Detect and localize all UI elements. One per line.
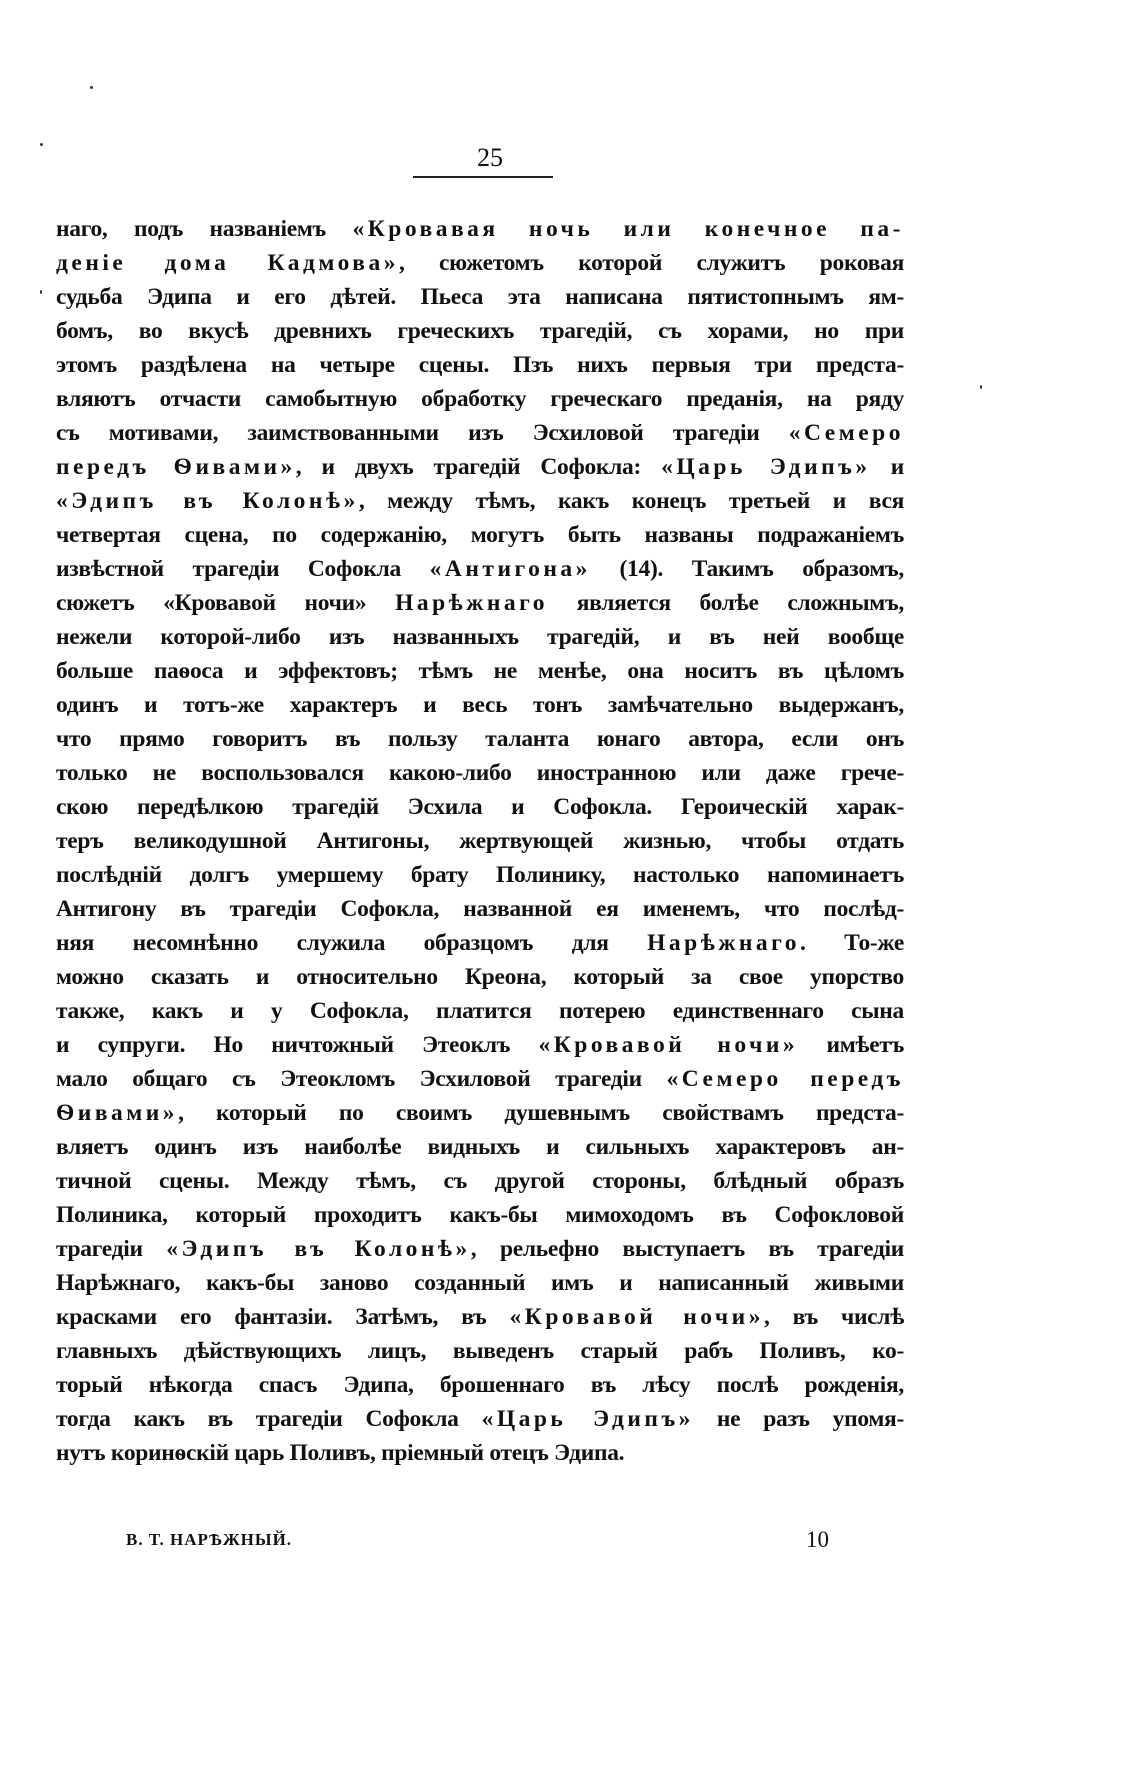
spaced-emphasis: передъ Ѳивами» xyxy=(56,454,296,480)
text-line xyxy=(56,348,904,382)
text-line xyxy=(56,382,904,416)
text-line xyxy=(56,416,904,450)
text-line xyxy=(56,960,904,994)
text-run: является болѣе сложнымъ, xyxy=(547,590,904,616)
text-run: можно сказать и относительно Креона, который за свое упорство xyxy=(56,964,904,990)
text-run: Нарѣжнаго, какъ-бы заново созданный имъ и написанный живыми xyxy=(56,1270,904,1296)
text-run: няя несомнѣнно служила образцомъ для xyxy=(56,930,648,956)
text-run: наго, подъ названіемъ xyxy=(56,216,353,242)
text-line xyxy=(56,654,904,688)
text-run: судьба Эдипа и его дѣтей. Пьеса эта написана пятистопнымъ ям- xyxy=(56,284,904,310)
text-run: , который по своимъ душевнымъ свойствамъ предста- xyxy=(178,1100,904,1126)
text-run: тичной сцены. Между тѣмъ, съ другой стороны, блѣдный образъ xyxy=(56,1168,904,1194)
text-line xyxy=(56,756,904,790)
text-run: вляетъ одинъ изъ наиболѣе видныхъ и сильныхъ характеровъ ан- xyxy=(56,1134,904,1160)
text-run: мало общаго съ Этеокломъ Эсхиловой трагедіи xyxy=(56,1066,667,1092)
sheet-number: 10 xyxy=(806,1527,829,1552)
text-line xyxy=(56,1198,904,1232)
text-run: скою передѣлкою трагедій Эсхила и Софокла. Героическій харак- xyxy=(56,794,904,820)
text-line xyxy=(56,552,904,586)
text-run: главныхъ дѣйствующихъ лицъ, выведенъ старый рабъ Поливъ, ко- xyxy=(56,1338,904,1364)
text-run: только не воспользовался какою-либо иностранною или даже грече- xyxy=(56,760,904,786)
text-run: и супруги. Но ничтожный Этеоклъ xyxy=(56,1032,539,1058)
text-line xyxy=(56,994,904,1028)
text-run: теръ великодушной Антигоны, жертвующей жизнью, чтобы отдать xyxy=(56,828,904,854)
text-line xyxy=(56,1028,904,1062)
text-run: послѣдній долгъ умершему брату Полинику, настолько напоминаетъ xyxy=(56,862,904,888)
text-line xyxy=(56,688,904,722)
text-line xyxy=(56,1164,904,1198)
text-run: больше паѳоса и эффектовъ; тѣмъ не менѣе, она носитъ въ цѣломъ xyxy=(56,658,904,684)
text-run: одинъ и тотъ-же характеръ и весь тонъ замѣчательно выдержанъ, xyxy=(56,692,904,718)
text-run: что прямо говоритъ въ пользу таланта юнаго автора, если онъ xyxy=(56,726,904,752)
text-run: этомъ раздѣлена на четыре сцены. Пзъ нихъ первыя три предста- xyxy=(56,352,904,378)
header-rule xyxy=(413,176,553,178)
text-line xyxy=(56,824,904,858)
spaced-emphasis: «Кровавой ночи» xyxy=(509,1304,764,1330)
spaced-emphasis: «Царь Эдипъ» xyxy=(481,1406,694,1432)
text-run: не разъ упомя- xyxy=(693,1406,904,1432)
body-text xyxy=(56,212,904,1470)
text-run: имѣетъ xyxy=(798,1032,904,1058)
text-line xyxy=(56,620,904,654)
text-run: нежели которой-либо изъ названныхъ трагедій, и въ ней вообще xyxy=(56,624,904,650)
text-line xyxy=(56,926,904,960)
text-line xyxy=(56,518,904,552)
page-number: 25 xyxy=(477,143,503,172)
page-footer xyxy=(56,1525,904,1555)
spaced-emphasis: Нарѣжнаго xyxy=(395,590,548,616)
text-line xyxy=(56,1334,904,1368)
text-line xyxy=(56,1232,904,1266)
text-line xyxy=(56,1130,904,1164)
text-line xyxy=(56,246,904,280)
text-run: также, какъ и у Софокла, платится потерею единственнаго сына xyxy=(56,998,904,1024)
scan-speck xyxy=(40,143,43,146)
text-run: тогда какъ въ трагедіи Софокла xyxy=(56,1406,482,1432)
spaced-emphasis: «Семеро передъ xyxy=(666,1066,904,1092)
text-line xyxy=(56,484,904,518)
text-line xyxy=(56,212,904,246)
spaced-emphasis: «Кровавая ночь или конечное па- xyxy=(352,216,904,242)
text-line xyxy=(56,1368,904,1402)
text-line xyxy=(56,1266,904,1300)
scan-speck xyxy=(90,86,93,89)
text-run: (14). Такимъ образомъ, xyxy=(590,556,904,582)
text-run: Антигону въ трагедіи Софокла, названной ея именемъ, что послѣд- xyxy=(56,896,904,922)
text-line xyxy=(56,280,904,314)
text-line xyxy=(56,790,904,824)
scan-speck xyxy=(980,385,982,389)
text-line xyxy=(56,1436,904,1470)
spaced-emphasis: «Антигона» xyxy=(429,556,591,582)
text-run: . То-же xyxy=(800,930,904,956)
spaced-emphasis: Нарѣжнаго xyxy=(647,930,801,956)
text-run: съ мотивами, заимствованными изъ Эсхиловой трагедіи xyxy=(56,420,789,446)
signature-mark: В. Т. НАРѢЖНЫЙ. xyxy=(126,1530,293,1549)
spaced-emphasis: «Кровавой ночи» xyxy=(538,1032,799,1058)
spaced-emphasis: «Эдипъ въ Колонѣ» xyxy=(166,1236,471,1262)
text-line xyxy=(56,722,904,756)
text-run: Полиника, который проходитъ какъ-бы мимоходомъ въ Софокловой xyxy=(56,1202,904,1228)
text-line xyxy=(56,450,904,484)
text-run: вляютъ отчасти самобытную обработку греческаго преданія, на ряду xyxy=(56,386,904,412)
text-run: сюжетъ «Кровавой ночи» xyxy=(56,590,396,616)
scan-speck xyxy=(40,290,42,294)
text-run: нутъ коринѳскій царь Поливъ, пріемный отецъ Эдипа. xyxy=(56,1440,625,1466)
text-run: бомъ, во вкусѣ древнихъ греческихъ трагедій, съ хорами, но при xyxy=(56,318,904,344)
spaced-emphasis: «Семеро xyxy=(788,420,904,446)
text-line xyxy=(56,586,904,620)
text-run: , сюжетомъ которой служитъ роковая xyxy=(398,250,904,276)
text-run: четвертая сцена, по содержанію, могутъ быть названы подражаніемъ xyxy=(56,522,904,548)
text-run: , между тѣмъ, какъ конецъ третьей и вся xyxy=(358,488,904,514)
text-run: извѣстной трагедіи Софокла xyxy=(56,556,430,582)
spaced-emphasis: «Эдипъ въ Колонѣ» xyxy=(56,488,359,514)
spaced-emphasis: деніе дома Кадмова» xyxy=(56,250,399,276)
text-run: торый нѣкогда спасъ Эдипа, брошеннаго въ лѣсу послѣ рожденія, xyxy=(56,1372,904,1398)
text-line xyxy=(56,1300,904,1334)
text-run: , рельефно выступаетъ въ трагедіи xyxy=(470,1236,905,1262)
text-run: красками его фантазіи. Затѣмъ, въ xyxy=(56,1304,510,1330)
text-run: , въ числѣ xyxy=(763,1304,904,1330)
spaced-emphasis: Ѳивами» xyxy=(56,1100,179,1126)
text-run: трагедіи xyxy=(56,1236,167,1262)
text-run: и xyxy=(870,454,904,480)
text-line xyxy=(56,892,904,926)
text-line xyxy=(56,1096,904,1130)
text-line xyxy=(56,1062,904,1096)
spaced-emphasis: «Царь Эдипъ» xyxy=(661,454,871,480)
text-run: , и двухъ трагедій Софокла: xyxy=(295,454,662,480)
text-line xyxy=(56,314,904,348)
text-line xyxy=(56,858,904,892)
text-line xyxy=(56,1402,904,1436)
